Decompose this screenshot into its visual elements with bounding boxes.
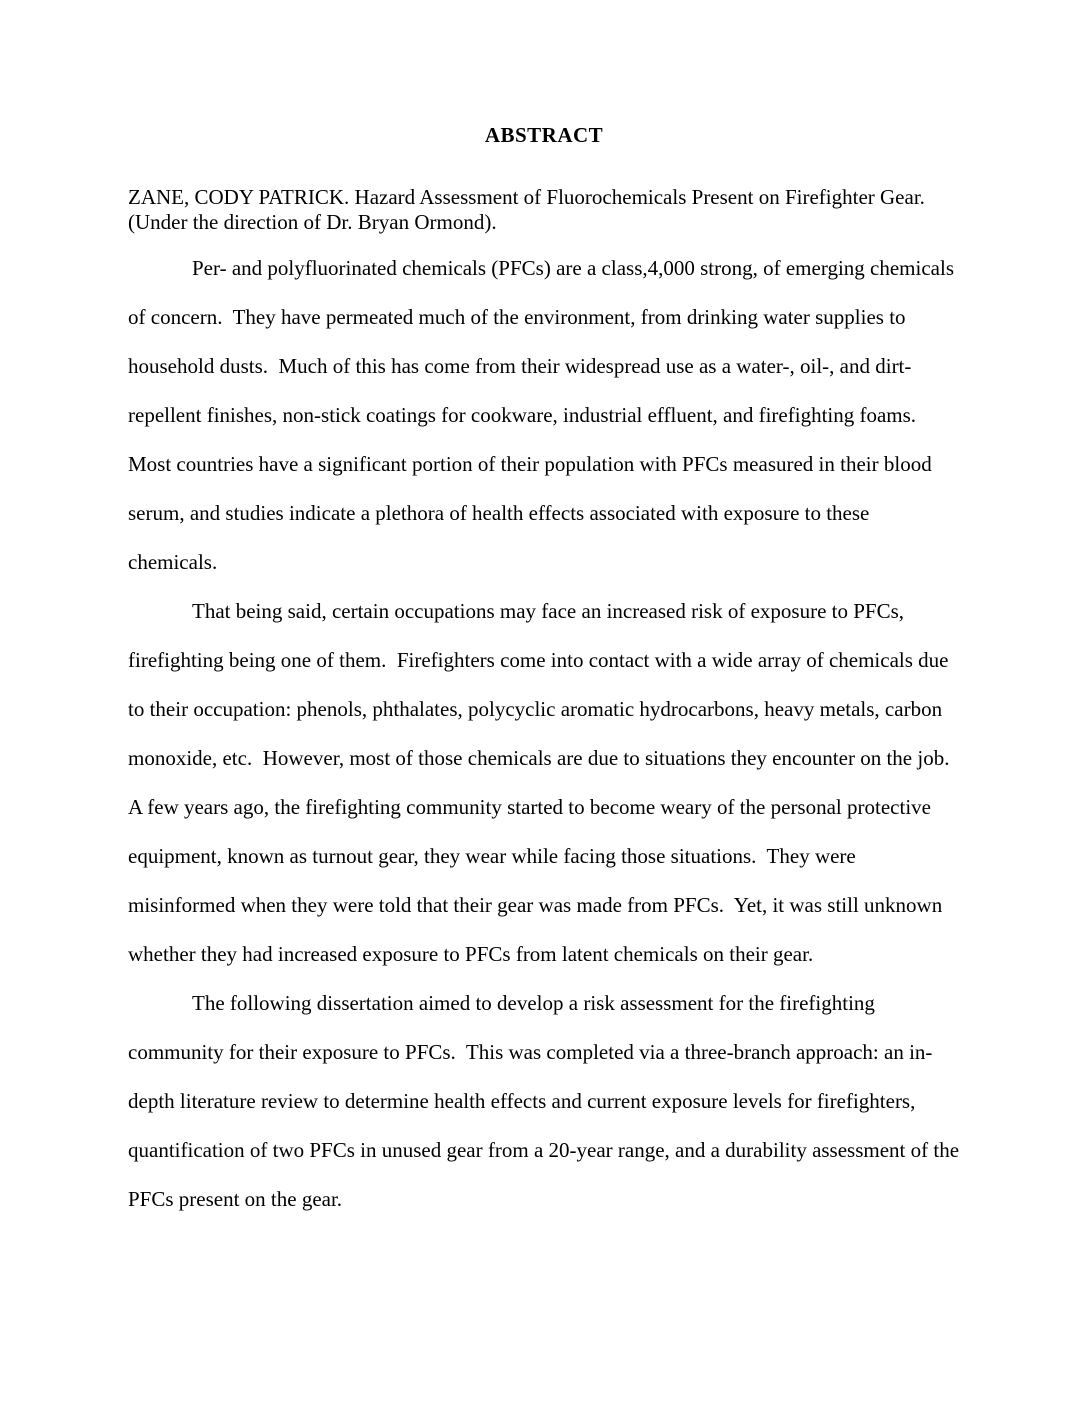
paragraph-1: Per- and polyfluorinated chemicals (PFCs) are a class,4,000 strong, of emerging chemicals of concern. They have permeated much of the environment, from drinking water supplies to household dusts. Much of this has come from their widespread use as a water-, oil-, and dirt-repellent finishes, non-stick coatings for cookware, industrial effluent, and firefighting foams. Most countries have a significant portion of their population with PFCs measured in their blood serum, and studies indicate a plethora of health effects associated with exposure to these chemicals. xyxy=(128,256,960,574)
citation-block: ZANE, CODY PATRICK. Hazard Assessment of Fluorochemicals Present on Firefighter Gear. (Under the direction of Dr. Bryan Ormond). xyxy=(128,185,931,234)
paragraph-3: The following dissertation aimed to develop a risk assessment for the firefighting community for their exposure to PFCs. This was completed via a three-branch approach: an in-depth literature review to determine health effects and current exposure levels for firefighters, quantification of two PFCs in unused gear from a 20-year range, and a durability assessment of the PFCs present on the gear. xyxy=(128,991,965,1211)
abstract-title: ABSTRACT xyxy=(484,123,604,147)
abstract-body xyxy=(128,244,965,1224)
paragraph-2: That being said, certain occupations may face an increased risk of exposure to PFCs, firefighting being one of them. Firefighters come into contact with a wide array of chemicals due to their occupation: phenols, phthalates, polycyclic aromatic hydrocarbons, heavy metals, carbon monoxide, etc. However, most of those chemicals are due to situations they encounter on the job. A few years ago, the firefighting community started to become weary of the personal protective equipment, known as turnout gear, they wear while facing those situations. They were misinformed when they were told that their gear was made from PFCs. Yet, it was still unknown whether they had increased exposure to PFCs from latent chemicals on their gear. xyxy=(128,599,959,966)
